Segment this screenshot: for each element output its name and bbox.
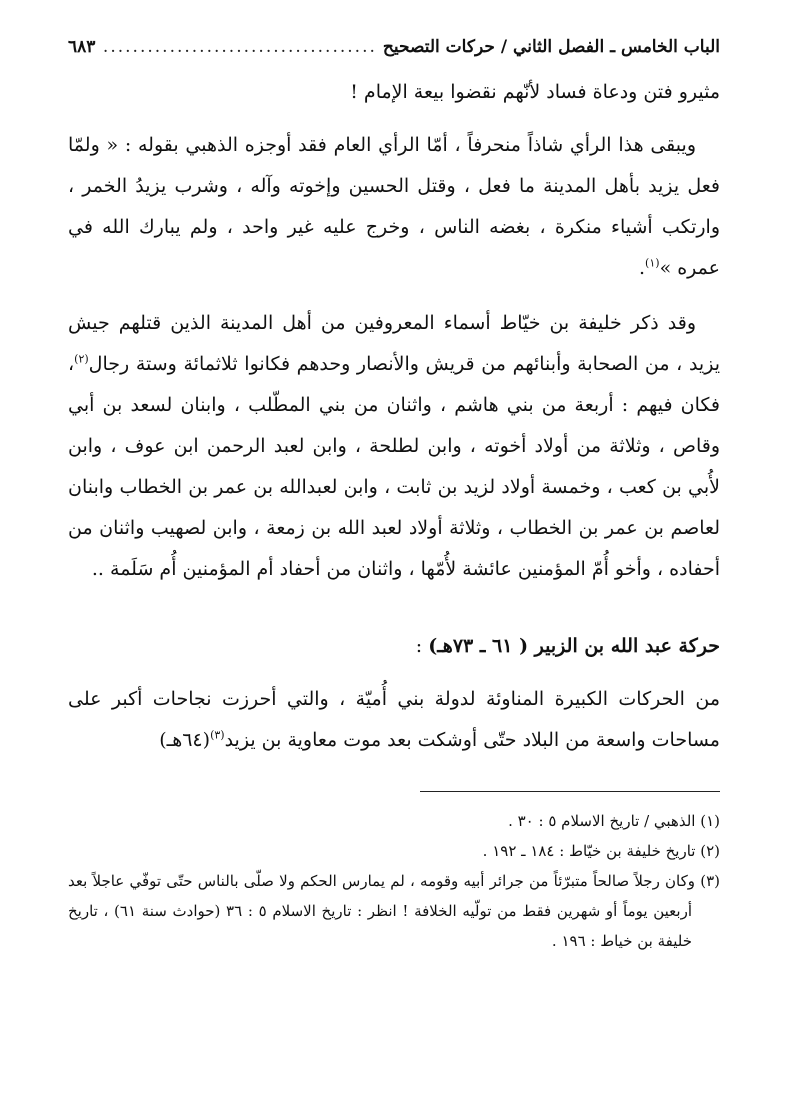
book-page bbox=[68, 30, 720, 1090]
section-heading-title: حركة عبد الله بن الزبير ( ٦١ ـ ٧٣هـ) bbox=[428, 635, 720, 657]
footnote-divider bbox=[420, 791, 720, 792]
section-heading bbox=[68, 626, 720, 667]
footnote-ref-2: (٢) bbox=[74, 352, 89, 366]
header-separator: / bbox=[500, 37, 508, 57]
footnote-ref-1: (١) bbox=[645, 256, 660, 270]
header-section: حركات التصحيح bbox=[382, 37, 495, 57]
main-text bbox=[68, 72, 720, 761]
paragraph-2-text: ويبقى هذا الرأي شاذاً منحرفاً ، أمّا الرأي العام فقد أوجزه الذهبي بقوله : « ولمّا فعل يزيد بأهل المدينة ما فعل ، وقتل الحسين وإخوته وآله ، وشرب يزيدُ الخمر ، وارتكب أشياء منكرة ، بغضه الناس ، وخرج عليه غير واحد ، ولم يبارك الله في عمره » bbox=[68, 134, 720, 279]
paragraph-3-text-b: ، فكان فيهم : أربعة من بني هاشم ، واثنان من بني المطّلب ، وابنان لسعد بن أبي وقاص ، وثلاثة من أولاد أخوته ، وابن لطلحة ، وابن لعبد الرحمن ابن عوف ، وابن لأُبي بن كعب ، وخمسة أولاد لزيد بن ثابت ، وابن لعبدالله بن عمر بن الخطاب وابنان لعاصم بن عمر بن الخطاب ، وثلاثة أولاد لعبد الله بن زمعة ، وابن لصهيب واثنان من أحفاده ، وأخو أُمّ المؤمنين عائشة لأُمّها ، واثنان من أحفاد أم المؤمنين أُم سَلَمة .. bbox=[68, 353, 720, 580]
paragraph-4-date: (٦٤هـ) bbox=[159, 729, 211, 751]
paragraph-3-text-a: وقد ذكر خليفة بن خيّاط أسماء المعروفين من أهل المدينة الذين قتلهم جيش يزيد ، من الصحابة وأبنائهم من قريش والأنصار وحدهم فكانوا ثلاثمائة وستة رجال bbox=[68, 312, 720, 375]
footnote-1: (١) الذهبي / تاريخ الاسلام ٥ : ٣٠ . bbox=[508, 812, 720, 830]
footnote-3: (٣) وكان رجلاً صالحاً متبرّئاً من جرائر أبيه وقومه ، لم يمارس الحكم ولا صلّى بالناس حتّى توفّي عاجلاً بعد أربعين يوماً أو شهرين فقط من تولّيه الخلافة ! انظر : تاريخ الاسلام ٥ : ٣٦ (حوادث سنة ٦١) ، تاريخ خليفة بن خياط : ١٩٦ . bbox=[68, 872, 720, 950]
footnotes bbox=[68, 806, 720, 956]
header-leader-dots bbox=[101, 30, 376, 64]
page-number: ٦٨٣ bbox=[68, 37, 96, 57]
footnote-2: (٢) تاريخ خليفة بن خيّاط : ١٨٤ ـ ١٩٢ . bbox=[482, 842, 720, 860]
paragraph-1: مثيرو فتن ودعاة فساد لأنّهم نقضوا بيعة الإمام ! bbox=[350, 81, 720, 103]
paragraph-2 bbox=[68, 125, 720, 289]
section-heading-colon: : bbox=[415, 635, 429, 657]
paragraph-4 bbox=[68, 679, 720, 761]
paragraph-3 bbox=[68, 303, 720, 590]
paragraph-4-text: من الحركات الكبيرة المناوئة لدولة بني أُميّة ، والتي أحرزت نجاحات أكبر على مساحات واسعة من البلاد حتّى أوشكت بعد موت معاوية بن يزيد bbox=[68, 688, 720, 751]
running-header bbox=[68, 30, 720, 64]
footnote-ref-3: (٣) bbox=[210, 728, 225, 742]
paragraph-2-end: . bbox=[639, 257, 646, 279]
header-chapter: الباب الخامس ـ الفصل الثاني bbox=[513, 37, 720, 57]
